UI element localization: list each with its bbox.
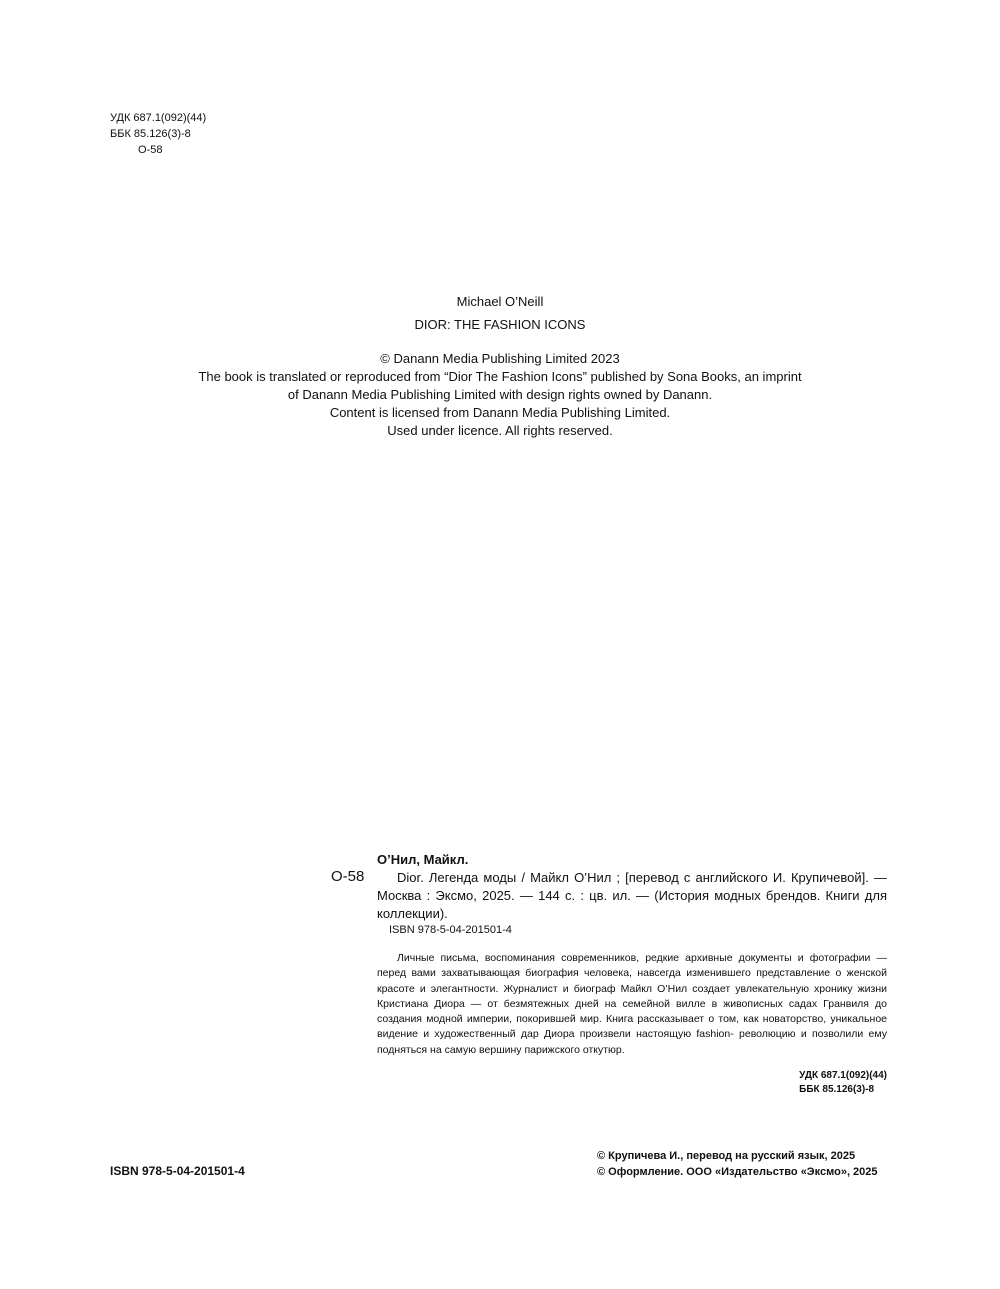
original-title: DIOR: THE FASHION ICONS	[414, 317, 586, 332]
catalog-code: О-58	[331, 868, 365, 885]
author-sign-code: О-58	[138, 144, 163, 156]
catalog-isbn: ISBN 978-5-04-201501-4	[389, 924, 512, 936]
catalog-author: О’Нил, Майкл.	[377, 852, 469, 867]
catalog-bbk: ББК 85.126(3)-8	[799, 1084, 875, 1095]
copyright-line: The book is translated or reproduced from “Dior The Fashion Icons” published by Sona Books, an imprint	[198, 369, 802, 384]
copyright-line: Content is licensed from Danann Media Publishing Limited.	[329, 405, 671, 420]
bbk-code: ББК 85.126(3)-8	[110, 128, 191, 140]
catalog-codes	[799, 1069, 887, 1097]
copyright-line: of Danann Media Publishing Limited with design rights owned by Danann.	[287, 387, 713, 402]
original-copyright	[0, 350, 1000, 440]
design-copyright: © Оформление. ООО «Издательство «Эксмо», 2025	[597, 1166, 878, 1178]
original-author: Michael O’Neill	[456, 294, 544, 309]
copyright-line: Used under licence. All rights reserved.	[387, 423, 613, 438]
catalog-entry	[377, 851, 887, 923]
footer-isbn: ISBN 978-5-04-201501-4	[110, 1164, 245, 1178]
catalog-description: Dior. Легенда моды / Майкл О’Нил ; [перевод с английского И. Крупичевой]. — Москва : Эксмо, 2025. — 144 с. : цв. ил. — (История модных брендов. Книги для коллекции).	[377, 870, 887, 921]
annotation: Личные письма, воспоминания современников, редкие архивные документы и фотографии — перед вами захватывающая биография человека, навсегда изменившего представление о женской красоте и элегантности. Журналист и биограф Майкл О’Нил создает увлекательную хронику жизни Кристиана Диора — от безмятежных дней на семейной вилле в живописных садах Гранвиля до создания модной империи, покорившей мир. Книга рассказывает о том, как новаторство, уникальное видение и художественный дар Диора произвели настоящую fashion- революцию и позволили ему подняться на самую вершину парижского откутюр.	[377, 952, 887, 1056]
catalog-udk: УДК 687.1(092)(44)	[799, 1070, 887, 1081]
copyright-line: © Danann Media Publishing Limited 2023	[380, 351, 620, 366]
classification-block	[110, 110, 206, 158]
russian-copyright	[597, 1148, 878, 1180]
translation-copyright: © Крупичева И., перевод на русский язык, 2025	[597, 1150, 856, 1162]
udk-code: УДК 687.1(092)(44)	[110, 112, 207, 124]
